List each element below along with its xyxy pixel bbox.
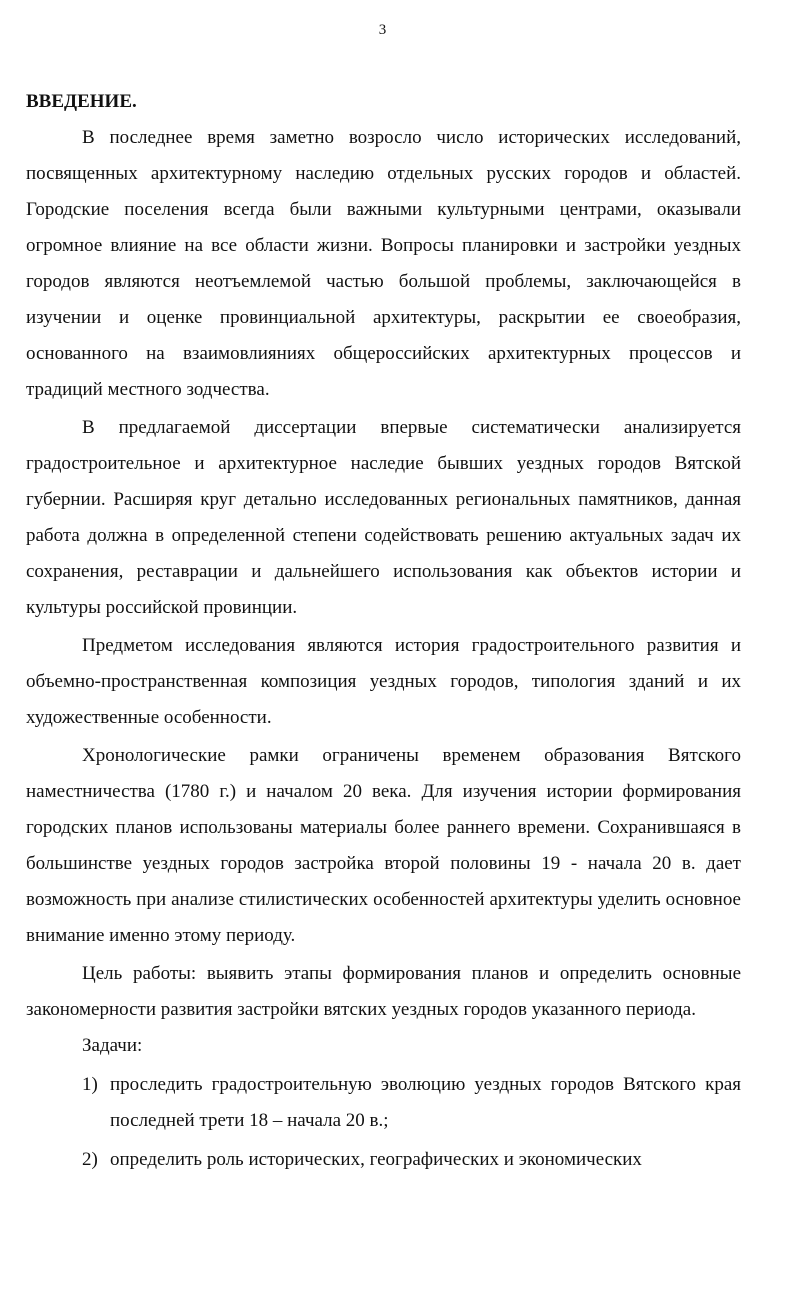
task-text: определить роль исторических, географических и экономических [110, 1149, 642, 1170]
paragraph-subject: Предметом исследования являются история градостроительного развития и объемно-пространственная композиция уездных городов, типология зданий и их художественные особенности. [26, 635, 741, 728]
task-text: проследить градостроительную эволюцию уездных городов Вятского края последней трети 18 – начала 20 в.; [110, 1074, 741, 1131]
paragraph-chronology: Хронологические рамки ограничены временем образования Вятского наместничества (1780 г.) и началом 20 века. Для изучения истории формирования городских планов использованы материалы более раннего времени. Сохранившаяся в большинстве уездных городов застройка второй половины 19 - начала 20 в. дает возможность при анализе стилистических особенностей архитектуры уделить основное внимание именно этому периоду. [26, 745, 741, 946]
page-number: 3 [378, 22, 387, 38]
paragraph-dissertation: В предлагаемой диссертации впервые систематически анализируется градостроительное и архитектурное наследие бывших уездных городов Вятской губернии. Расширяя круг детально исследованных региональных памятников, данная работа должна в определенной степени содействовать решению актуальных задач их сохранения, реставрации и дальнейшего использования как объектов истории и культуры российской провинции. [26, 417, 741, 618]
task-item [26, 1142, 741, 1178]
paragraph-goal: Цель работы: выявить этапы формирования планов и определить основные закономерности развития застройки вятских уездных городов указанного периода. [26, 963, 741, 1020]
section-heading: ВВЕДЕНИЕ. [26, 91, 137, 112]
document-body [26, 84, 741, 1178]
task-item [26, 1067, 741, 1139]
task-number: 1) [82, 1074, 98, 1095]
task-number: 2) [82, 1149, 98, 1170]
tasks-label: Задачи: [82, 1035, 143, 1056]
paragraph-intro: В последнее время заметно возросло число исторических исследований, посвященных архитектурному наследию отдельных русских городов и областей. Городские поселения всегда были важными культурными центрами, оказывали огромное влияние на все области жизни. Вопросы планировки и застройки уездных городов являются неотъемлемой частью большой проблемы, заключающейся в изучении и оценке провинциальной архитектуры, раскрытии ее своеобразия, основанного на взаимовлияниях общероссийских архитектурных процессов и традиций местного зодчества. [26, 127, 741, 400]
task-list [26, 1067, 741, 1178]
